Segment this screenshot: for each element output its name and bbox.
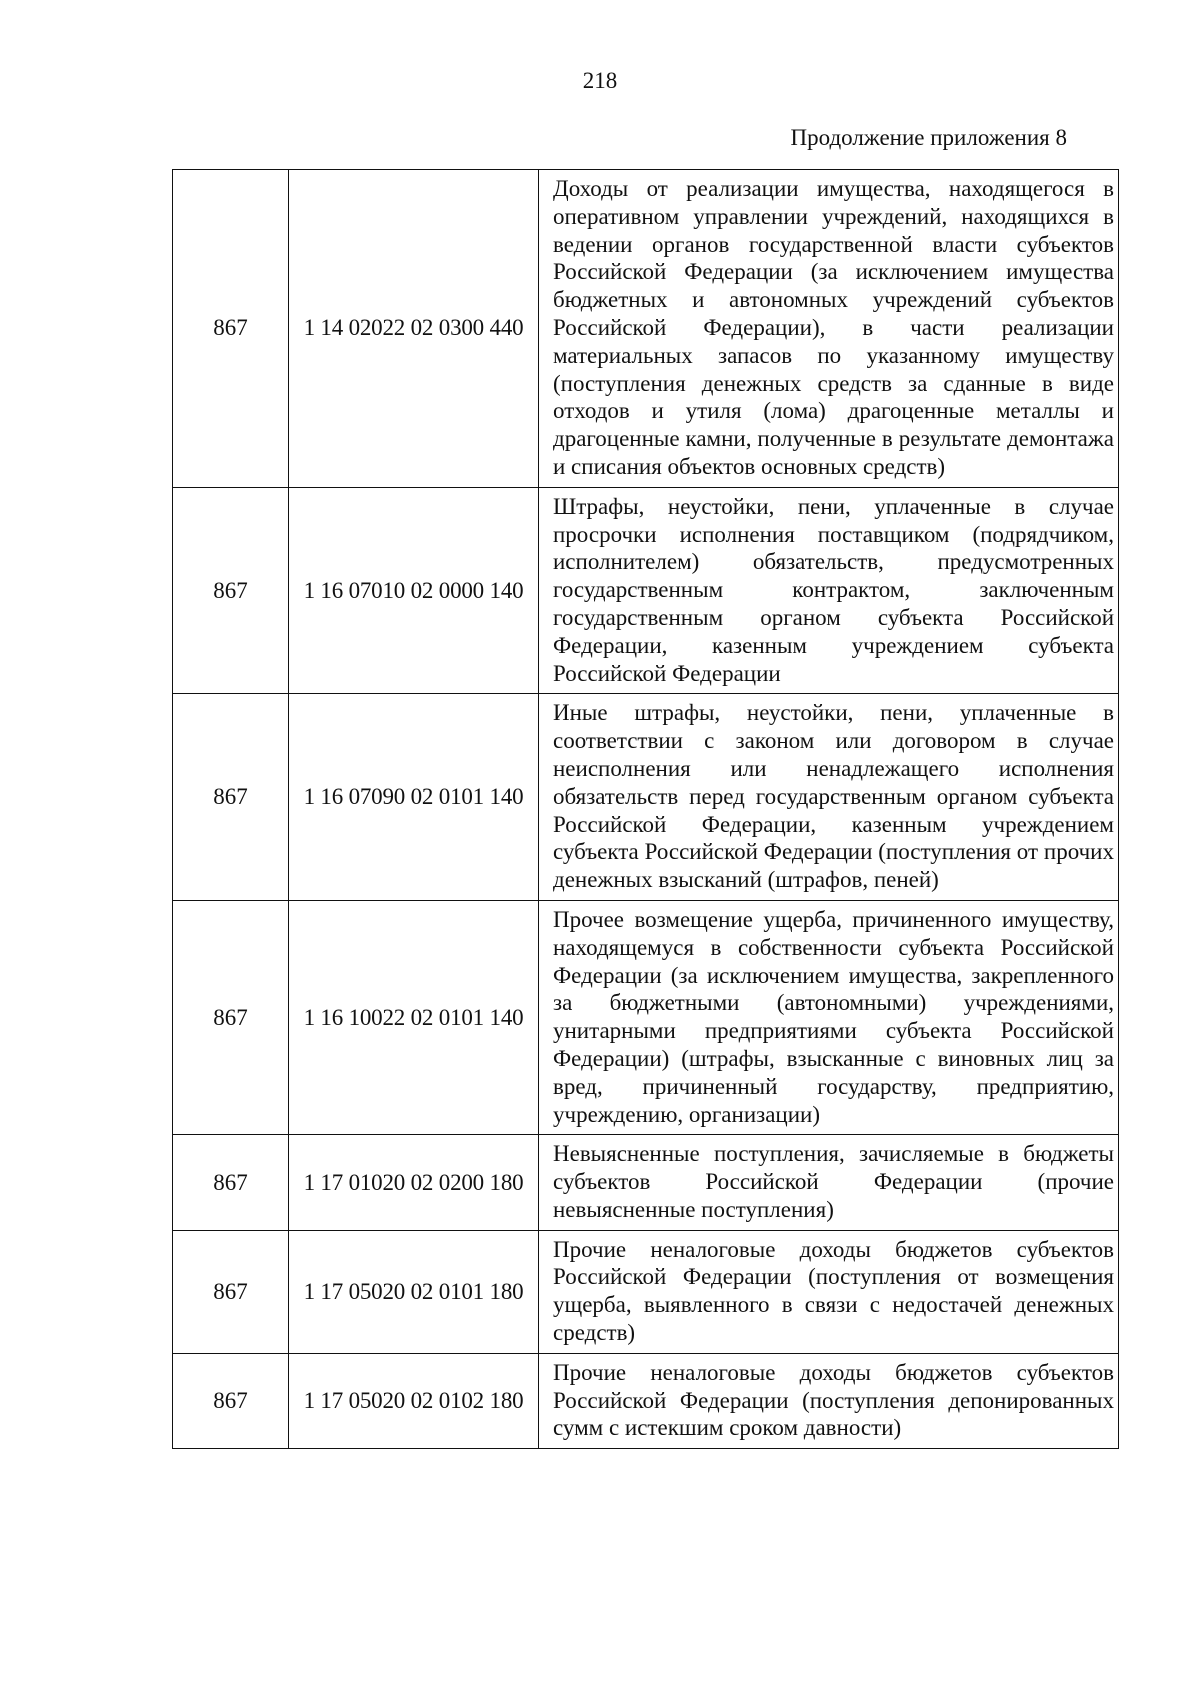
admin-code-cell: 867: [173, 900, 289, 1134]
description-cell: Прочие неналоговые доходы бюджетов субъектов Российской Федерации (поступления депонированных сумм с истекшим сроком давности): [539, 1353, 1119, 1448]
description-cell: Прочие неналоговые доходы бюджетов субъектов Российской Федерации (поступления от возмещения ущерба, выявленного в связи с недостачей денежных средств): [539, 1230, 1119, 1353]
budget-code-cell: 1 16 07010 02 0000 140: [289, 487, 539, 694]
table-row: [173, 694, 1119, 901]
page-number: 218: [582, 68, 618, 93]
description-cell: Доходы от реализации имущества, находящегося в оперативном управлении учреждений, находящихся в ведении органов государственной власти субъектов Российской Федерации (за исключением имущества бюджетных и автономных учреждений субъектов Российской Федерации), в части реализации материальных запасов по указанному имуществу (поступления денежных средств за сданные в виде отходов и утиля (лома) драгоценные металлы и драгоценные камни, полученные в результате демонтажа и списания объектов основных средств): [539, 170, 1119, 488]
table-row: [173, 1353, 1119, 1448]
budget-code-cell: 1 17 05020 02 0101 180: [289, 1230, 539, 1353]
description-cell: Прочее возмещение ущерба, причиненного имуществу, находящемуся в собственности субъекта Российской Федерации (за исключением имущества, закрепленного за бюджетными (автономными) учреждениями, унитарными предприятиями субъекта Российской Федерации) (штрафы, взысканные с виновных лиц за вред, причиненный государству, предприятию, учреждению, организации): [539, 900, 1119, 1134]
budget-code-cell: 1 16 10022 02 0101 140: [289, 900, 539, 1134]
budget-code-cell: 1 16 07090 02 0101 140: [289, 694, 539, 901]
table-row: [173, 487, 1119, 694]
table-row: [173, 1135, 1119, 1230]
admin-code-cell: 867: [173, 1353, 289, 1448]
admin-code-cell: 867: [173, 694, 289, 901]
appendix-continuation-note: Продолжение приложения 8: [790, 125, 1067, 150]
table-row: [173, 900, 1119, 1134]
budget-code-cell: 1 17 05020 02 0102 180: [289, 1353, 539, 1448]
budget-code-cell: 1 14 02022 02 0300 440: [289, 170, 539, 488]
budget-code-cell: 1 17 01020 02 0200 180: [289, 1135, 539, 1230]
revenue-codes-table: [172, 169, 1119, 1449]
description-cell: Штрафы, неустойки, пени, уплаченные в случае просрочки исполнения поставщиком (подрядчиком, исполнителем) обязательств, предусмотренных государственным контрактом, заключенным государственным органом субъекта Российской Федерации, казенным учреждением субъекта Российской Федерации: [539, 487, 1119, 694]
admin-code-cell: 867: [173, 1135, 289, 1230]
table-row: [173, 1230, 1119, 1353]
admin-code-cell: 867: [173, 1230, 289, 1353]
admin-code-cell: 867: [173, 487, 289, 694]
description-cell: Иные штрафы, неустойки, пени, уплаченные в соответствии с законом или договором в случае неисполнения или ненадлежащего исполнения обязательств перед государственным органом субъекта Российской Федерации, казенным учреждением субъекта Российской Федерации (поступления от прочих денежных взысканий (штрафов, пеней): [539, 694, 1119, 901]
table-row: [173, 170, 1119, 488]
description-cell: Невыясненные поступления, зачисляемые в бюджеты субъектов Российской Федерации (прочие невыясненные поступления): [539, 1135, 1119, 1230]
admin-code-cell: 867: [173, 170, 289, 488]
